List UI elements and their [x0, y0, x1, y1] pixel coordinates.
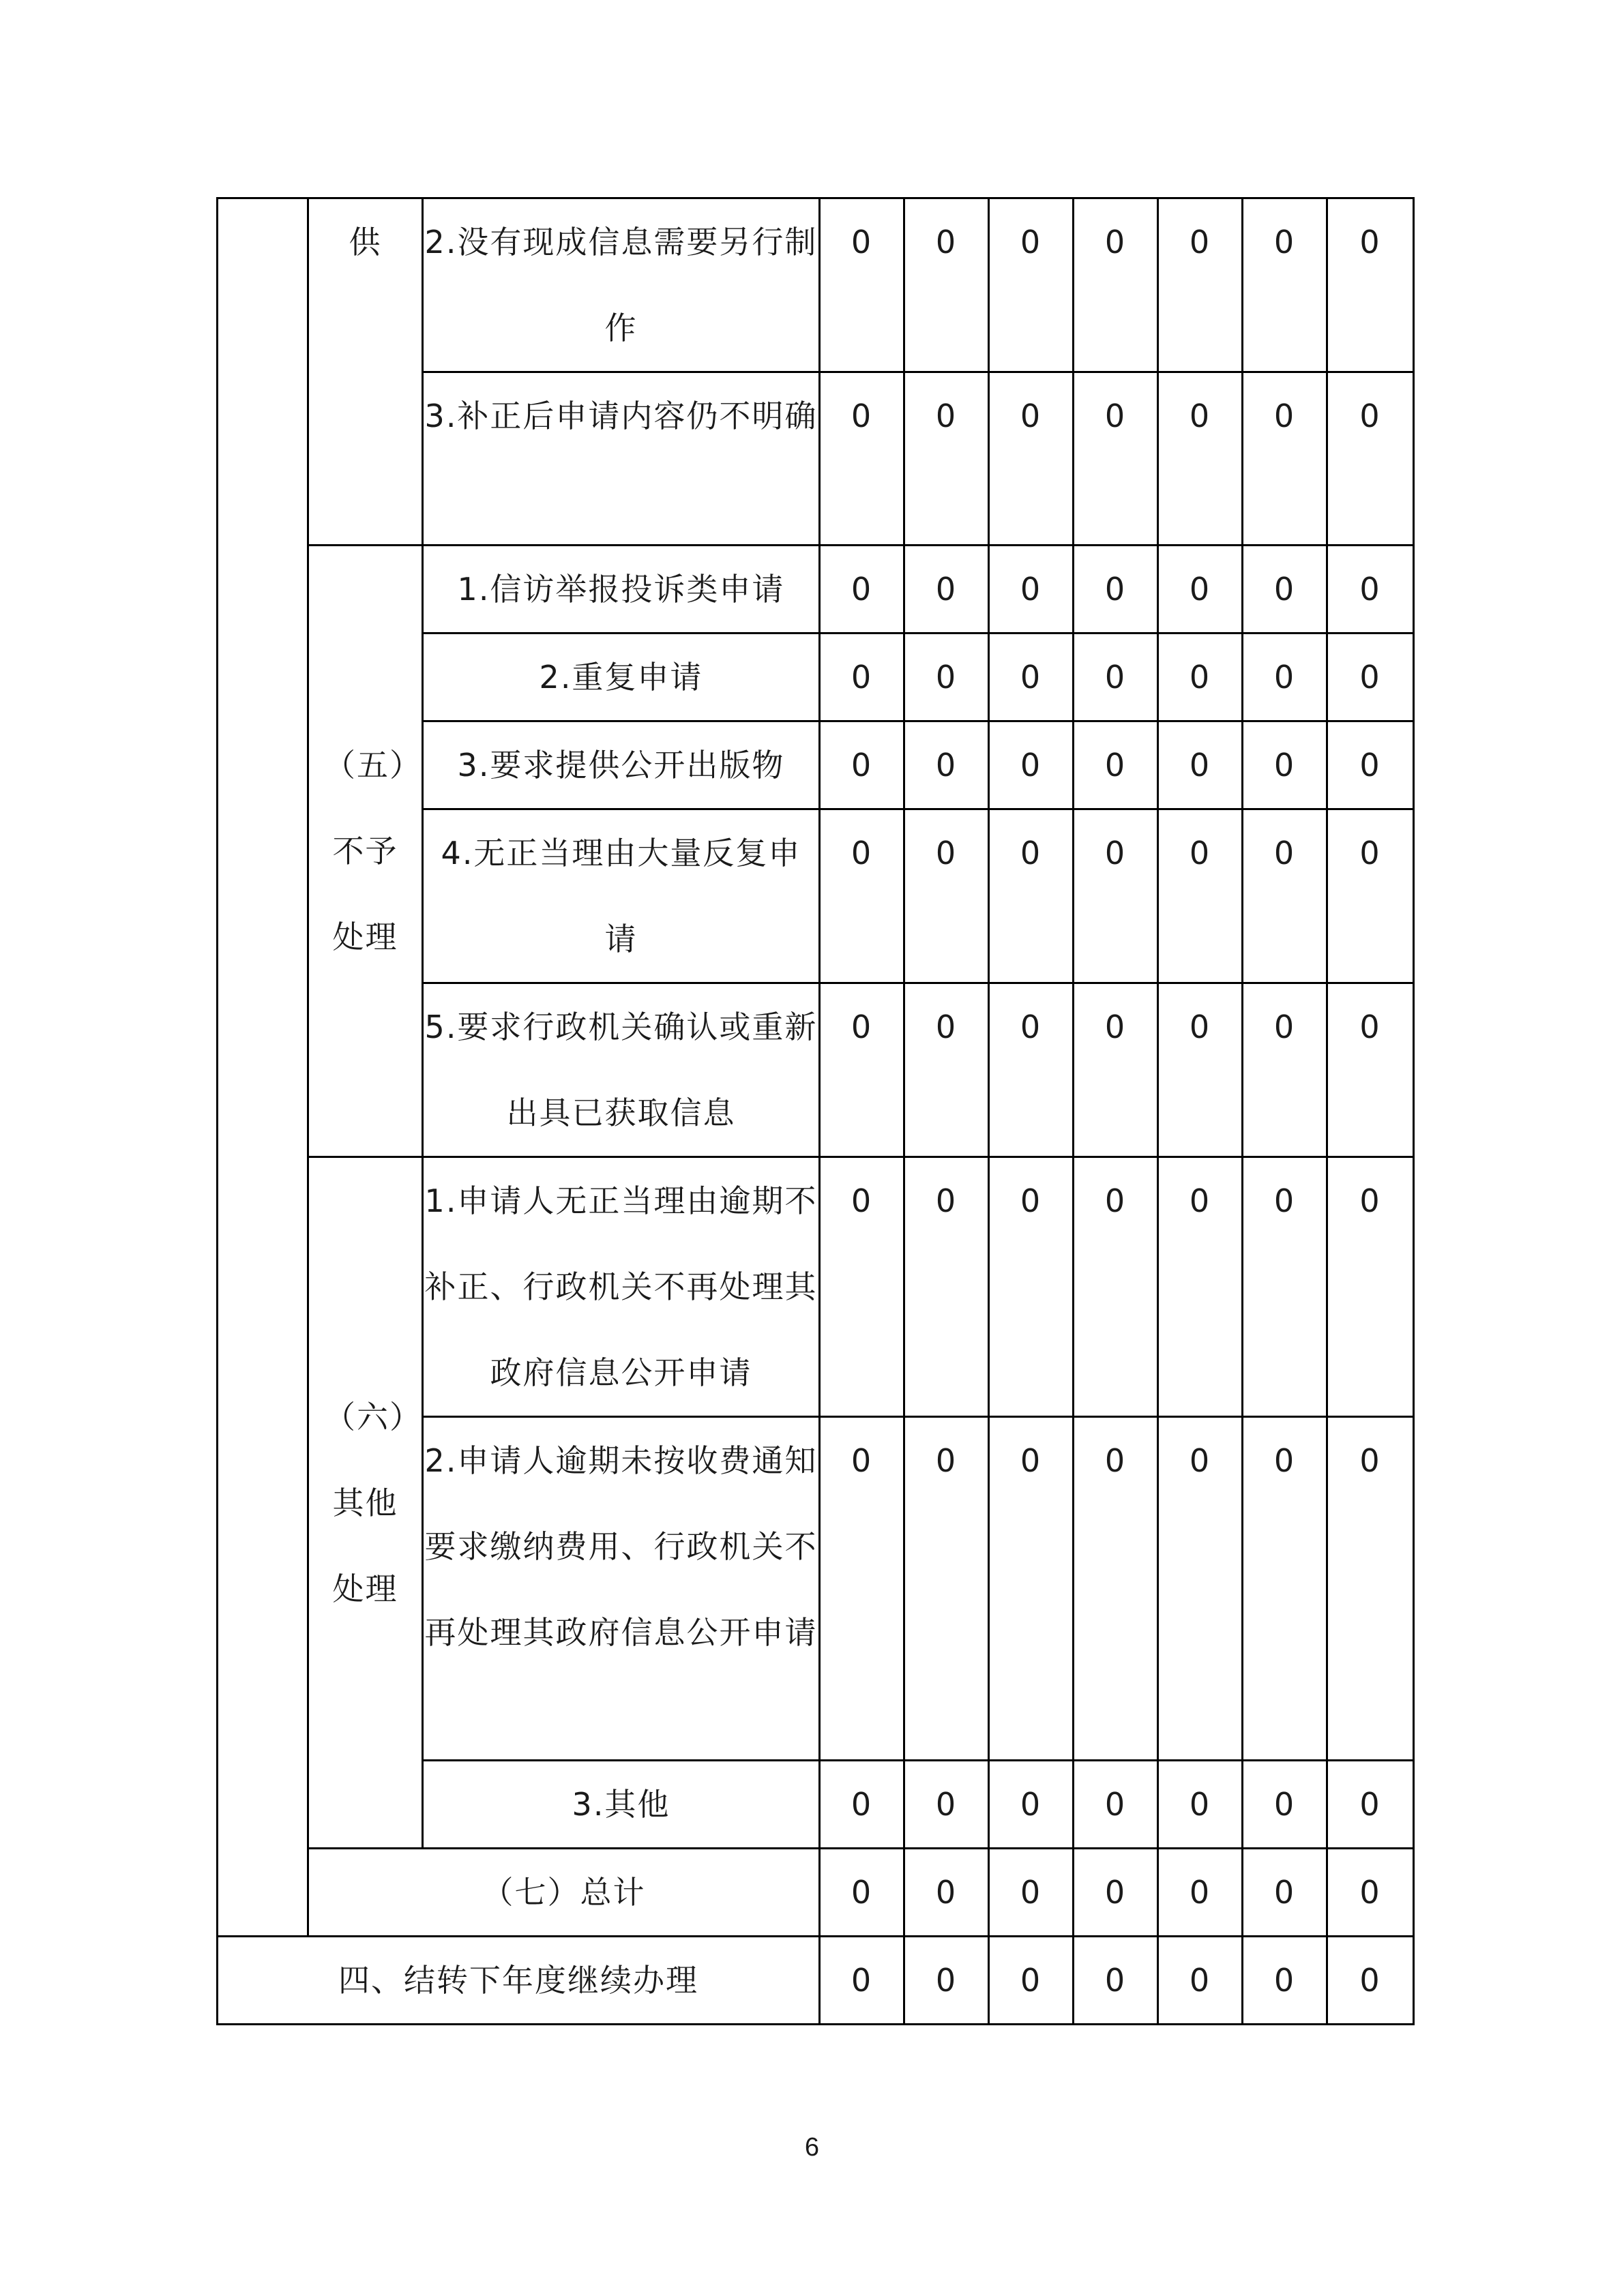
value-cell: 0	[989, 372, 1074, 546]
value-cell: 0	[1327, 809, 1414, 983]
value-cell: 0	[1158, 983, 1243, 1157]
value-cell: 0	[1243, 721, 1327, 809]
value-cell: 0	[1074, 1849, 1158, 1937]
value-cell: 0	[989, 633, 1074, 721]
value-cell: 0	[1327, 1761, 1414, 1849]
value-cell: 0	[1074, 809, 1158, 983]
value-cell: 0	[1074, 1937, 1158, 2025]
value-cell: 0	[904, 1849, 989, 1937]
table-row	[218, 1157, 1414, 1417]
value-cell: 0	[1074, 633, 1158, 721]
value-cell: 0	[1243, 546, 1327, 633]
table-row	[218, 1937, 1414, 2025]
value-cell: 0	[904, 1937, 989, 2025]
value-cell: 0	[1158, 372, 1243, 546]
value-cell: 0	[820, 809, 904, 983]
value-cell: 0	[820, 1761, 904, 1849]
value-cell: 0	[820, 198, 904, 372]
value-cell: 0	[1158, 546, 1243, 633]
value-cell: 0	[1327, 983, 1414, 1157]
row-label: 1.申请人无正当理由逾期不补正、行政机关不再处理其政府信息公开申请	[423, 1157, 820, 1417]
value-cell: 0	[1327, 372, 1414, 546]
value-cell: 0	[1243, 198, 1327, 372]
value-cell: 0	[1243, 809, 1327, 983]
category-cell: 供	[308, 198, 423, 546]
value-cell: 0	[1158, 633, 1243, 721]
value-cell: 0	[820, 721, 904, 809]
outer-category-cell	[218, 198, 308, 1937]
value-cell: 0	[1243, 1417, 1327, 1761]
value-cell: 0	[1243, 1761, 1327, 1849]
value-cell: 0	[820, 546, 904, 633]
value-cell: 0	[1074, 198, 1158, 372]
value-cell: 0	[904, 546, 989, 633]
total-label: （七）总计	[308, 1849, 820, 1937]
value-cell: 0	[1158, 1849, 1243, 1937]
category-cell-6: （六）其他处理	[308, 1157, 423, 1849]
value-cell: 0	[1158, 198, 1243, 372]
carryover-label: 四、结转下年度继续办理	[218, 1937, 820, 2025]
value-cell: 0	[1158, 1157, 1243, 1417]
value-cell: 0	[820, 1157, 904, 1417]
value-cell: 0	[1243, 372, 1327, 546]
value-cell: 0	[904, 1417, 989, 1761]
value-cell: 0	[1158, 721, 1243, 809]
value-cell: 0	[1158, 1937, 1243, 2025]
value-cell: 0	[1074, 1761, 1158, 1849]
value-cell: 0	[1243, 633, 1327, 721]
value-cell: 0	[904, 983, 989, 1157]
row-label: 3.要求提供公开出版物	[423, 721, 820, 809]
value-cell: 0	[1243, 1849, 1327, 1937]
value-cell: 0	[1327, 1849, 1414, 1937]
value-cell: 0	[1327, 721, 1414, 809]
value-cell: 0	[820, 633, 904, 721]
category-cell-5: （五）不予处理	[308, 546, 423, 1157]
row-label: 4.无正当理由大量反复申请	[423, 809, 820, 983]
value-cell: 0	[1327, 546, 1414, 633]
value-cell: 0	[989, 721, 1074, 809]
value-cell: 0	[904, 198, 989, 372]
row-label: 2.没有现成信息需要另行制作	[423, 198, 820, 372]
table-row	[218, 546, 1414, 633]
value-cell: 0	[820, 1849, 904, 1937]
value-cell: 0	[1074, 983, 1158, 1157]
value-cell: 0	[989, 546, 1074, 633]
row-label: 2.申请人逾期未按收费通知要求缴纳费用、行政机关不再处理其政府信息公开申请	[423, 1417, 820, 1761]
value-cell: 0	[989, 1157, 1074, 1417]
value-cell: 0	[1243, 1157, 1327, 1417]
row-label: 5.要求行政机关确认或重新出具已获取信息	[423, 983, 820, 1157]
value-cell: 0	[904, 1157, 989, 1417]
value-cell: 0	[1327, 1157, 1414, 1417]
value-cell: 0	[904, 809, 989, 983]
table-row	[218, 1849, 1414, 1937]
row-label: 3.其他	[423, 1761, 820, 1849]
value-cell: 0	[989, 1761, 1074, 1849]
value-cell: 0	[989, 198, 1074, 372]
page-number: 6	[804, 2133, 820, 2162]
value-cell: 0	[904, 1761, 989, 1849]
value-cell: 0	[989, 983, 1074, 1157]
value-cell: 0	[904, 633, 989, 721]
value-cell: 0	[1074, 372, 1158, 546]
value-cell: 0	[820, 1937, 904, 2025]
value-cell: 0	[1243, 1937, 1327, 2025]
value-cell: 0	[820, 983, 904, 1157]
value-cell: 0	[1074, 721, 1158, 809]
value-cell: 0	[989, 1849, 1074, 1937]
value-cell: 0	[1327, 198, 1414, 372]
value-cell: 0	[1074, 1157, 1158, 1417]
value-cell: 0	[1243, 983, 1327, 1157]
value-cell: 0	[1327, 633, 1414, 721]
value-cell: 0	[1327, 1937, 1414, 2025]
value-cell: 0	[989, 809, 1074, 983]
value-cell: 0	[1158, 809, 1243, 983]
value-cell: 0	[1327, 1417, 1414, 1761]
table-row	[218, 198, 1414, 372]
value-cell: 0	[1074, 546, 1158, 633]
report-table	[216, 197, 1415, 2025]
value-cell: 0	[904, 721, 989, 809]
value-cell: 0	[1158, 1761, 1243, 1849]
value-cell: 0	[989, 1937, 1074, 2025]
value-cell: 0	[989, 1417, 1074, 1761]
row-label: 2.重复申请	[423, 633, 820, 721]
row-label: 1.信访举报投诉类申请	[423, 546, 820, 633]
row-label: 3.补正后申请内容仍不明确	[423, 372, 820, 546]
value-cell: 0	[904, 372, 989, 546]
value-cell: 0	[1158, 1417, 1243, 1761]
value-cell: 0	[1074, 1417, 1158, 1761]
value-cell: 0	[820, 372, 904, 546]
value-cell: 0	[820, 1417, 904, 1761]
